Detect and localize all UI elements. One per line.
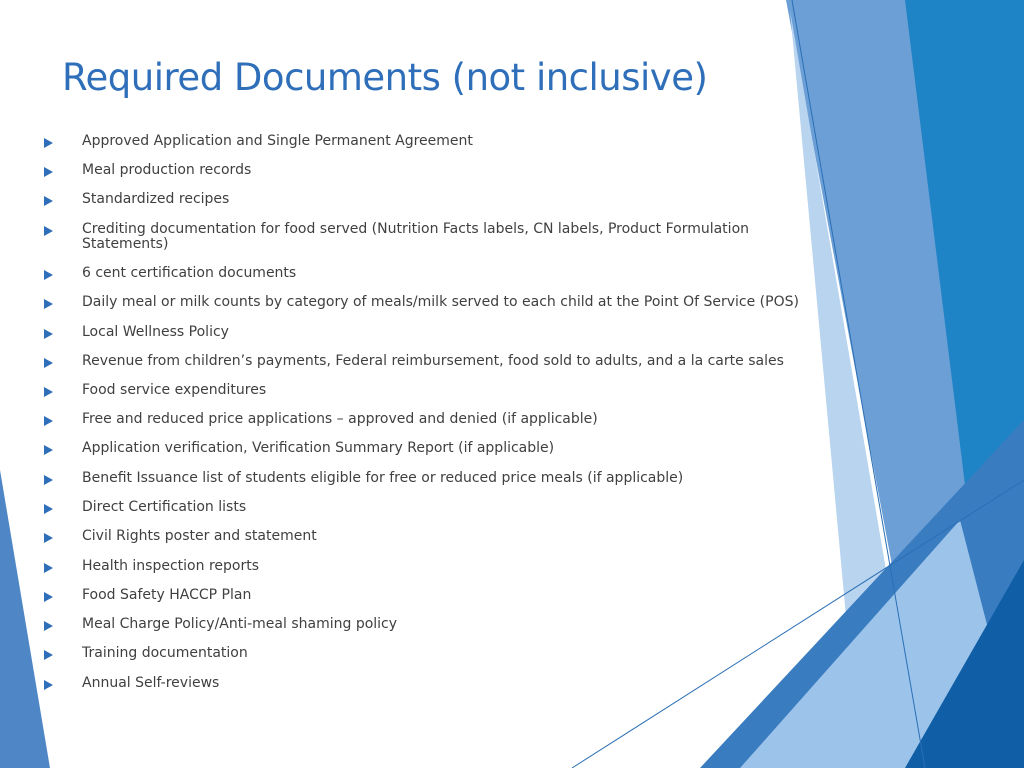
triangle-right-icon (44, 621, 53, 631)
list-item-text: Food Safety HACCP Plan (82, 587, 252, 603)
list-item-text: Local Wellness Policy (82, 324, 229, 340)
list-item-text: Application verification, Verification Summary Report (if applicable) (82, 440, 555, 456)
list-item-text: Training documentation (82, 645, 248, 661)
list-item-text: Health inspection reports (82, 558, 259, 574)
list-item-text: Free and reduced price applications – approved and denied (if applicable) (82, 411, 598, 427)
list-item-text: Civil Rights poster and statement (82, 528, 317, 544)
triangle-right-icon (44, 138, 53, 148)
triangle-right-icon (44, 592, 53, 602)
list-item-text: Meal Charge Policy/Anti-meal shaming policy (82, 616, 398, 632)
list-item-text: Annual Self-reviews (82, 675, 220, 691)
triangle-right-icon (44, 533, 53, 543)
list-item-text: Revenue from children’s payments, Federal reimbursement, food sold to adults, and a la carte sales (82, 353, 784, 369)
triangle-right-icon (44, 387, 53, 397)
triangle-right-icon (44, 196, 53, 206)
list-item-text: Direct Certification lists (82, 499, 247, 515)
triangle-right-icon (44, 416, 53, 426)
list-item-text: Benefit Issuance list of students eligible for free or reduced price meals (if applicable) (82, 470, 684, 486)
triangle-right-icon (44, 329, 53, 339)
list-item-text: Crediting documentation for food served (Nutrition Facts labels, CN labels, Product Formulation Statements) (82, 221, 750, 252)
list-item-text: Meal production records (82, 162, 252, 178)
triangle-right-icon (44, 445, 53, 455)
list-item-text: 6 cent certification documents (82, 265, 297, 281)
triangle-right-icon (44, 299, 53, 309)
list-item-text: Approved Application and Single Permanent Agreement (82, 133, 473, 149)
left-edge-shape (0, 470, 50, 768)
triangle-right-icon (44, 358, 53, 368)
triangle-right-icon (44, 226, 53, 236)
triangle-right-icon (44, 563, 53, 573)
list-item-text: Daily meal or milk counts by category of meals/milk served to each child at the Point Of Service (POS) (82, 294, 799, 310)
list-item-text: Food service expenditures (82, 382, 267, 398)
triangle-right-icon (44, 270, 53, 280)
triangle-right-icon (44, 680, 53, 690)
triangle-right-icon (44, 475, 53, 485)
triangle-right-icon (44, 167, 53, 177)
list-item-text: Standardized recipes (82, 191, 230, 207)
triangle-right-icon (44, 650, 53, 660)
triangle-right-icon (44, 504, 53, 514)
slide-title: Required Documents (not inclusive) (62, 56, 708, 99)
